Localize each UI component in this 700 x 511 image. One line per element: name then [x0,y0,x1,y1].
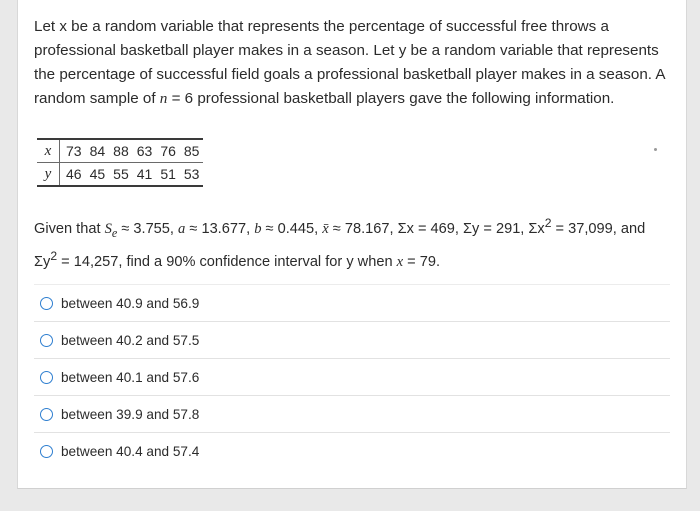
table-cell: 45 [86,163,110,187]
se-subscript: e [111,225,118,240]
table-row-x [37,139,203,163]
answer-option-2[interactable] [34,321,670,358]
table-cell: 46 [60,163,86,187]
given-text: = 14,257, find a 90% confidence interval for y when [57,253,397,270]
given-text: ≈ 0.445, [261,220,323,237]
table-cell: 41 [133,163,157,187]
se-symbol: S [104,220,112,237]
radio-button-icon[interactable] [40,408,53,421]
given-text: ≈ 13.677, [185,220,255,237]
stray-dot [654,148,657,151]
given-lead: Given that [34,220,105,237]
given-text: = 79. [403,253,441,270]
option-label: between 39.9 and 57.8 [61,406,200,422]
answer-option-4[interactable] [34,395,670,432]
radio-button-icon[interactable] [40,297,53,310]
data-table [37,138,203,187]
prompt-text-end: = 6 professional basketball players gave the following information. [167,90,615,107]
answer-option-1[interactable] [34,284,670,321]
sample-size-symbol: n [159,90,168,107]
table-cell: 63 [133,139,157,163]
table-cell: 73 [60,139,86,163]
table-cell: 84 [86,139,110,163]
table-cell: 76 [156,139,180,163]
question-card [17,0,687,489]
superscript: 2 [544,216,552,230]
radio-button-icon[interactable] [40,371,53,384]
answer-option-3[interactable] [34,358,670,395]
answer-option-5[interactable] [34,432,670,469]
option-label: between 40.2 and 57.5 [61,332,200,348]
option-label: between 40.9 and 56.9 [61,295,200,311]
option-label: between 40.1 and 57.6 [61,369,200,385]
table-cell: 55 [109,163,133,187]
radio-button-icon[interactable] [40,445,53,458]
given-text: Σy [34,253,51,270]
radio-button-icon[interactable] [40,334,53,347]
b-symbol: b [254,220,262,237]
row-label: y [37,163,60,187]
answer-options [34,284,670,469]
table-cell: 85 [180,139,204,163]
x-symbol: x [396,253,404,270]
row-label: x [37,139,60,163]
prompt-text: Let x be a random variable that represents the percentage of successful free throws a professional basketball player makes in a season. Let y be a random variable that represents the percentage of successful field goals a professional basketball player makes in a season. A random sample of [34,18,665,107]
given-statistics [34,212,684,274]
superscript: 2 [50,248,58,263]
a-symbol: a [178,220,186,237]
xbar-symbol: x̄ [322,220,329,237]
given-text: ≈ 78.167, Σx = 469, Σy = 291, Σx [328,220,545,237]
table-row-y [37,163,203,187]
question-prompt [34,15,674,111]
given-text: = 37,099, and [551,220,646,237]
table-cell: 88 [109,139,133,163]
table-cell: 53 [180,163,204,187]
option-label: between 40.4 and 57.4 [61,443,200,459]
table-cell: 51 [156,163,180,187]
given-text: ≈ 3.755, [117,220,179,237]
